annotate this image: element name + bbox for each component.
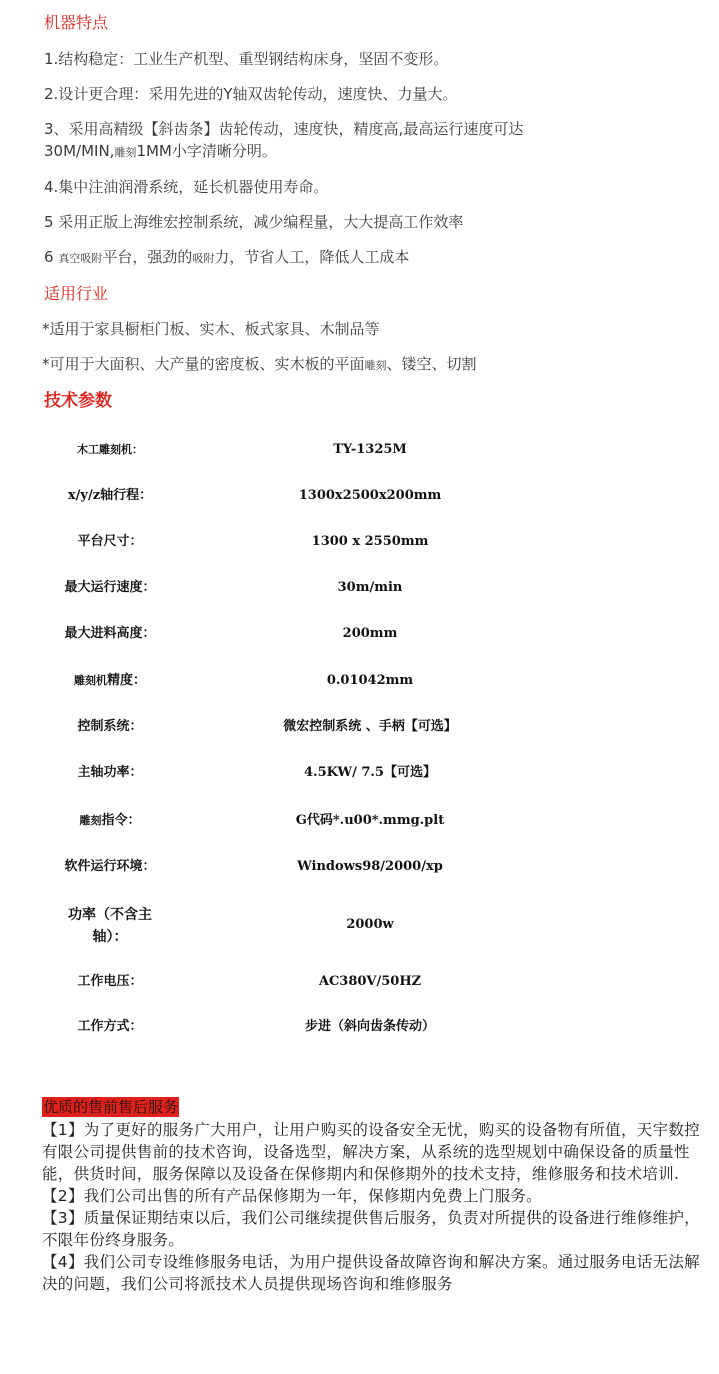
spec-label: 木工雕刻机：	[77, 443, 143, 456]
features-title: 机器特点	[44, 13, 109, 32]
feature-item-3	[44, 118, 523, 164]
service-paragraph-2: 【2】我们公司出售的所有产品保修期为一年，保修期内免费上门服务。	[42, 1187, 542, 1205]
spec-row	[0, 858, 719, 888]
industry-item-2-small: 雕刻	[364, 359, 387, 372]
spec-row	[0, 1018, 719, 1048]
feature-item-6-mid: 平台，强劲的	[102, 248, 193, 266]
spec-label-line-2: 轴）：	[92, 929, 128, 945]
feature-item-3-line1: 3、采用高精级【斜齿条】齿轮传动，速度快，精度高,最高运行速度可达	[44, 120, 524, 138]
spec-row	[0, 764, 719, 794]
spec-label-line-1: 功率（不含主	[68, 907, 152, 923]
spec-row	[0, 441, 719, 471]
feature-item-3-small: 雕刻	[114, 146, 137, 159]
service-paragraph-1: 【1】为了更好的服务广大用户，让用户购买的设备安全无忧，购买的设备物有所值，天宇数控有限公司提供售前的技术咨询，设备选型，解决方案，从系统的选型规划中确保设备的质量性能，供货时间，服务保障以及设备在保修期内和保修期外的技术支持，维修服务和技术培训.	[42, 1121, 700, 1183]
spec-label-small: 雕刻机	[73, 674, 107, 687]
spec-row	[0, 812, 719, 842]
spec-value: G代码*.u00*.mmg.plt	[295, 813, 445, 828]
service-paragraph-4: 【4】我们公司专设维修服务电话，为用户提供设备故障咨询和解决方案。通过服务电话无法解决的问题，我们公司将派技术人员提供现场咨询和维修服务	[42, 1253, 700, 1293]
industry-item-2-text-b: 、镂空、切割	[386, 355, 477, 373]
spec-value: 30m/min	[337, 580, 403, 595]
feature-item-3-line2	[44, 140, 523, 164]
service-paragraph-3: 【3】质量保证期结束以后，我们公司继续提供售后服务，负责对所提供的设备进行维修维护，不限年份终身服务。	[42, 1209, 700, 1249]
spec-value: 200mm	[342, 626, 398, 641]
service-body	[42, 1119, 710, 1295]
spec-label: 软件运行环境：	[64, 859, 156, 874]
spec-row	[0, 904, 719, 946]
spec-label: x/y/z轴行程：	[67, 488, 153, 503]
spec-row	[0, 533, 719, 563]
spec-label: 主轴功率：	[77, 765, 143, 780]
spec-label: 工作电压：	[77, 974, 143, 989]
feature-item-6-small-1: 真空吸附	[58, 252, 103, 265]
feature-item-3-text-a: 30M/MIN,	[44, 142, 115, 160]
feature-item-4: 4.集中注油润滑系统，延长机器使用寿命。	[44, 178, 329, 196]
spec-label: 最大进料高度：	[64, 626, 156, 641]
feature-item-3-text-b: 1MM小字清晰分明。	[136, 142, 277, 160]
spec-row	[0, 718, 719, 748]
spec-label: 平台尺寸：	[77, 534, 143, 549]
spec-value: 步进（斜向齿条传动）	[304, 1019, 435, 1034]
spec-row	[0, 672, 719, 702]
spec-value: TY-1325M	[333, 442, 407, 457]
service-title: 优质的售前售后服务	[43, 1098, 179, 1116]
feature-item-6-prefix: 6	[44, 248, 59, 266]
spec-value: 2000w	[346, 917, 394, 932]
spec-row	[0, 625, 719, 655]
industry-item-1: *适用于家具橱柜门板、实木、板式家具、木制品等	[42, 320, 380, 338]
spec-value: AC380V/50HZ	[318, 974, 422, 989]
spec-value: 0.01042mm	[326, 673, 414, 688]
feature-item-6-end: 力，节省人工，降低人工成本	[214, 248, 410, 266]
spec-value: 1300 x 2550mm	[311, 534, 429, 549]
specs-title: 技术参数	[44, 391, 112, 411]
feature-item-6	[44, 246, 409, 270]
feature-item-5: 5 采用正版上海维宏控制系统，减少编程量，大大提高工作效率	[44, 213, 464, 231]
feature-item-2: 2.设计更合理：采用先进的Y轴双齿轮传动，速度快、力量大。	[44, 85, 458, 103]
spec-label: 工作方式：	[77, 1019, 143, 1034]
spec-label	[40, 672, 180, 690]
spec-label: 最大运行速度：	[64, 580, 156, 595]
spec-row	[0, 973, 719, 1003]
spec-label-text: 精度：	[106, 673, 146, 688]
industry-title: 适用行业	[44, 284, 109, 303]
spec-label	[40, 812, 180, 830]
spec-label	[40, 904, 180, 948]
spec-value: 4.5KW/ 7.5【可选】	[304, 765, 436, 780]
spec-row	[0, 579, 719, 609]
industry-item-2	[42, 353, 477, 377]
spec-label: 控制系统：	[77, 719, 143, 734]
industry-item-2-text-a: *可用于大面积、大产量的密度板、实木板的平面	[42, 355, 365, 373]
spec-value: 1300x2500x200mm	[298, 488, 442, 503]
spec-label-text: 指令：	[101, 813, 141, 828]
spec-row	[0, 487, 719, 517]
feature-item-6-small-2: 吸附	[192, 252, 215, 265]
spec-value: 微宏控制系统 、手柄【可选】	[283, 719, 457, 734]
feature-item-1: 1.结构稳定：工业生产机型、重型钢结构床身，坚固不变形。	[44, 50, 449, 68]
spec-label-small: 雕刻	[79, 814, 102, 827]
spec-value: Windows98/2000/xp	[297, 859, 443, 874]
